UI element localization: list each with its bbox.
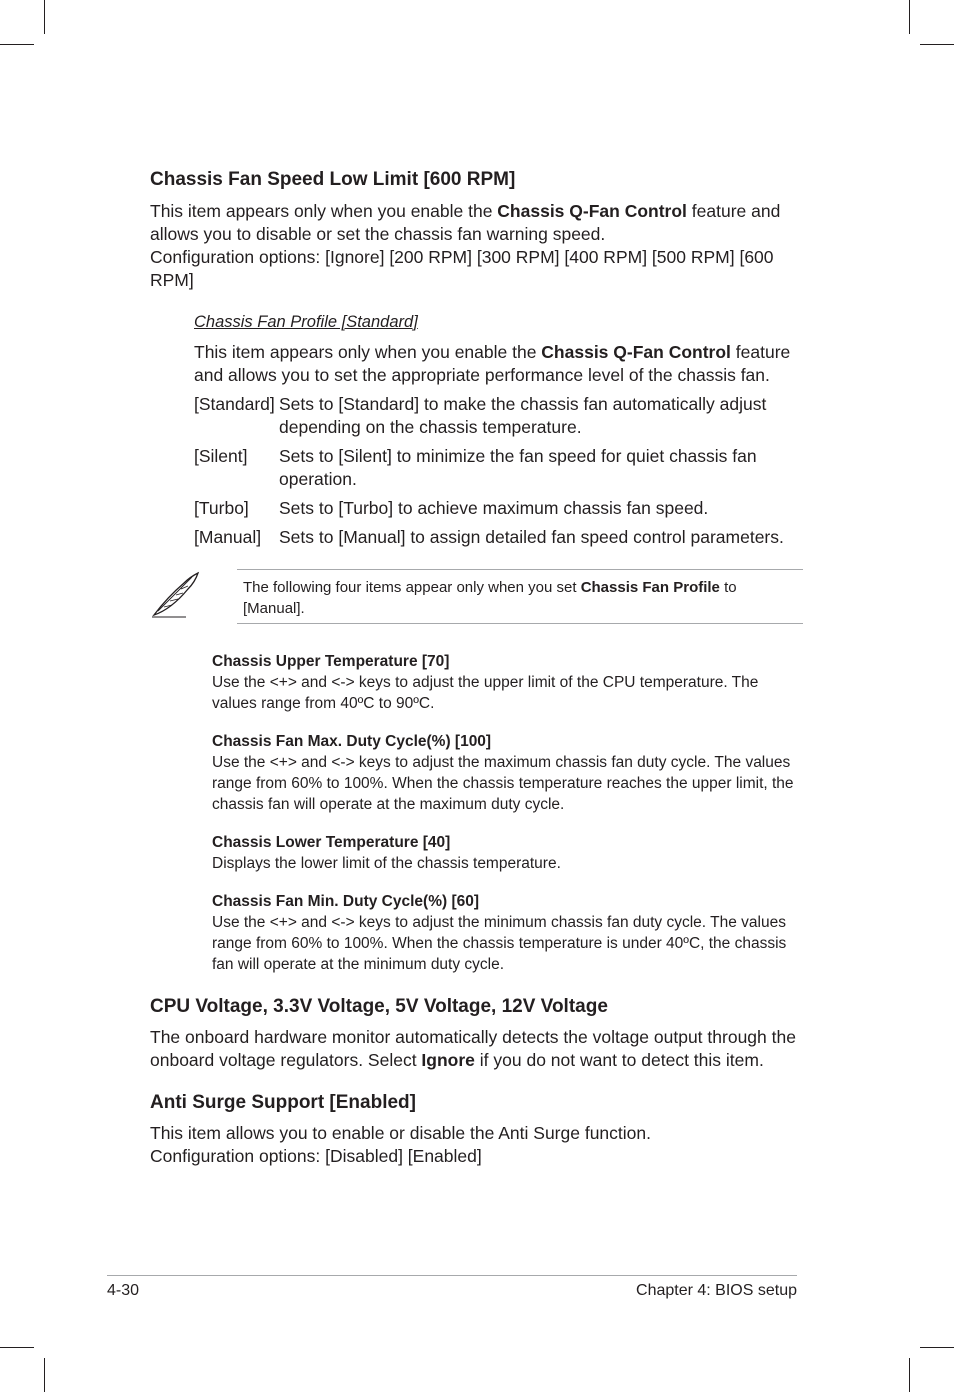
crop-mark <box>0 1347 34 1348</box>
fan-profile-block <box>194 311 800 549</box>
item-min-duty-cycle: Chassis Fan Min. Duty Cycle(%) [60] Use the <+> and <-> keys to adjust the minimum chassis fan duty cycle. The values range from 60% to 100%. When the chassis temperature is under 40ºC, the chassis fan will operate at the minimum duty cycle. <box>212 893 787 973</box>
crop-mark <box>909 1358 910 1392</box>
item-max-duty-cycle: Chassis Fan Max. Duty Cycle(%) [100] Use the <+> and <-> keys to adjust the maximum chassis fan duty cycle. The values range from 60% to 100%. When the chassis temperature reaches the upper limit, the chassis fan will operate at the maximum duty cycle. <box>212 733 794 813</box>
chapter-label: Chapter 4: BIOS setup <box>636 1282 797 1299</box>
page-content <box>150 168 800 1168</box>
section-heading-fan-speed-low-limit: Chassis Fan Speed Low Limit [600 RPM] <box>150 169 516 190</box>
crop-mark <box>0 44 34 45</box>
footer-divider <box>107 1275 797 1276</box>
pen-icon <box>150 569 200 619</box>
section-heading-anti-surge: Anti Surge Support [Enabled] <box>150 1092 416 1113</box>
profile-option-manual: [Manual] Sets to [Manual] to assign detailed fan speed control parameters. <box>194 527 784 547</box>
section-heading-voltage: CPU Voltage, 3.3V Voltage, 5V Voltage, 12V Voltage <box>150 996 608 1017</box>
anti-surge-description: This item allows you to enable or disable the Anti Surge function. <box>150 1123 651 1143</box>
item-lower-temperature: Chassis Lower Temperature [40] Displays the lower limit of the chassis temperature. <box>212 834 561 872</box>
fan-profile-title: Chassis Fan Profile [Standard] <box>194 313 418 331</box>
fan-profile-description: This item appears only when you enable the Chassis Q-Fan Control feature and allows you to set the appropriate performance level of the chassis fan. <box>194 342 791 385</box>
profile-option-silent: [Silent] Sets to [Silent] to minimize the fan speed for quiet chassis fan operation. <box>194 446 757 489</box>
note-callout <box>150 569 800 627</box>
profile-option-turbo: [Turbo] Sets to [Turbo] to achieve maximum chassis fan speed. <box>194 498 709 518</box>
fan-speed-description: This item appears only when you enable the Chassis Q-Fan Control feature and allows you to disable or set the chassis fan warning speed. <box>150 201 781 244</box>
page-number: 4-30 <box>107 1282 140 1299</box>
crop-mark <box>909 0 910 34</box>
item-upper-temperature: Chassis Upper Temperature [70] Use the <+> and <-> keys to adjust the upper limit of the CPU temperature. The values range from 40ºC to 90ºC. <box>212 653 759 712</box>
note-text: The following four items appear only when you set Chassis Fan Profile to [Manual]. <box>237 569 803 624</box>
crop-mark <box>920 1347 954 1348</box>
profile-option-standard: [Standard] Sets to [Standard] to make the chassis fan automatically adjust depending on the chassis temperature. <box>194 394 767 437</box>
crop-mark <box>44 0 45 34</box>
voltage-description: The onboard hardware monitor automatically detects the voltage output through the onboard voltage regulators. Select Ignore if you do not want to detect this item. <box>150 1027 796 1070</box>
crop-mark <box>920 44 954 45</box>
fan-speed-config-options: Configuration options: [Ignore] [200 RPM] [300 RPM] [400 RPM] [500 RPM] [600 RPM] <box>150 247 774 290</box>
anti-surge-config-options: Configuration options: [Disabled] [Enabled] <box>150 1146 482 1166</box>
crop-mark <box>44 1358 45 1392</box>
